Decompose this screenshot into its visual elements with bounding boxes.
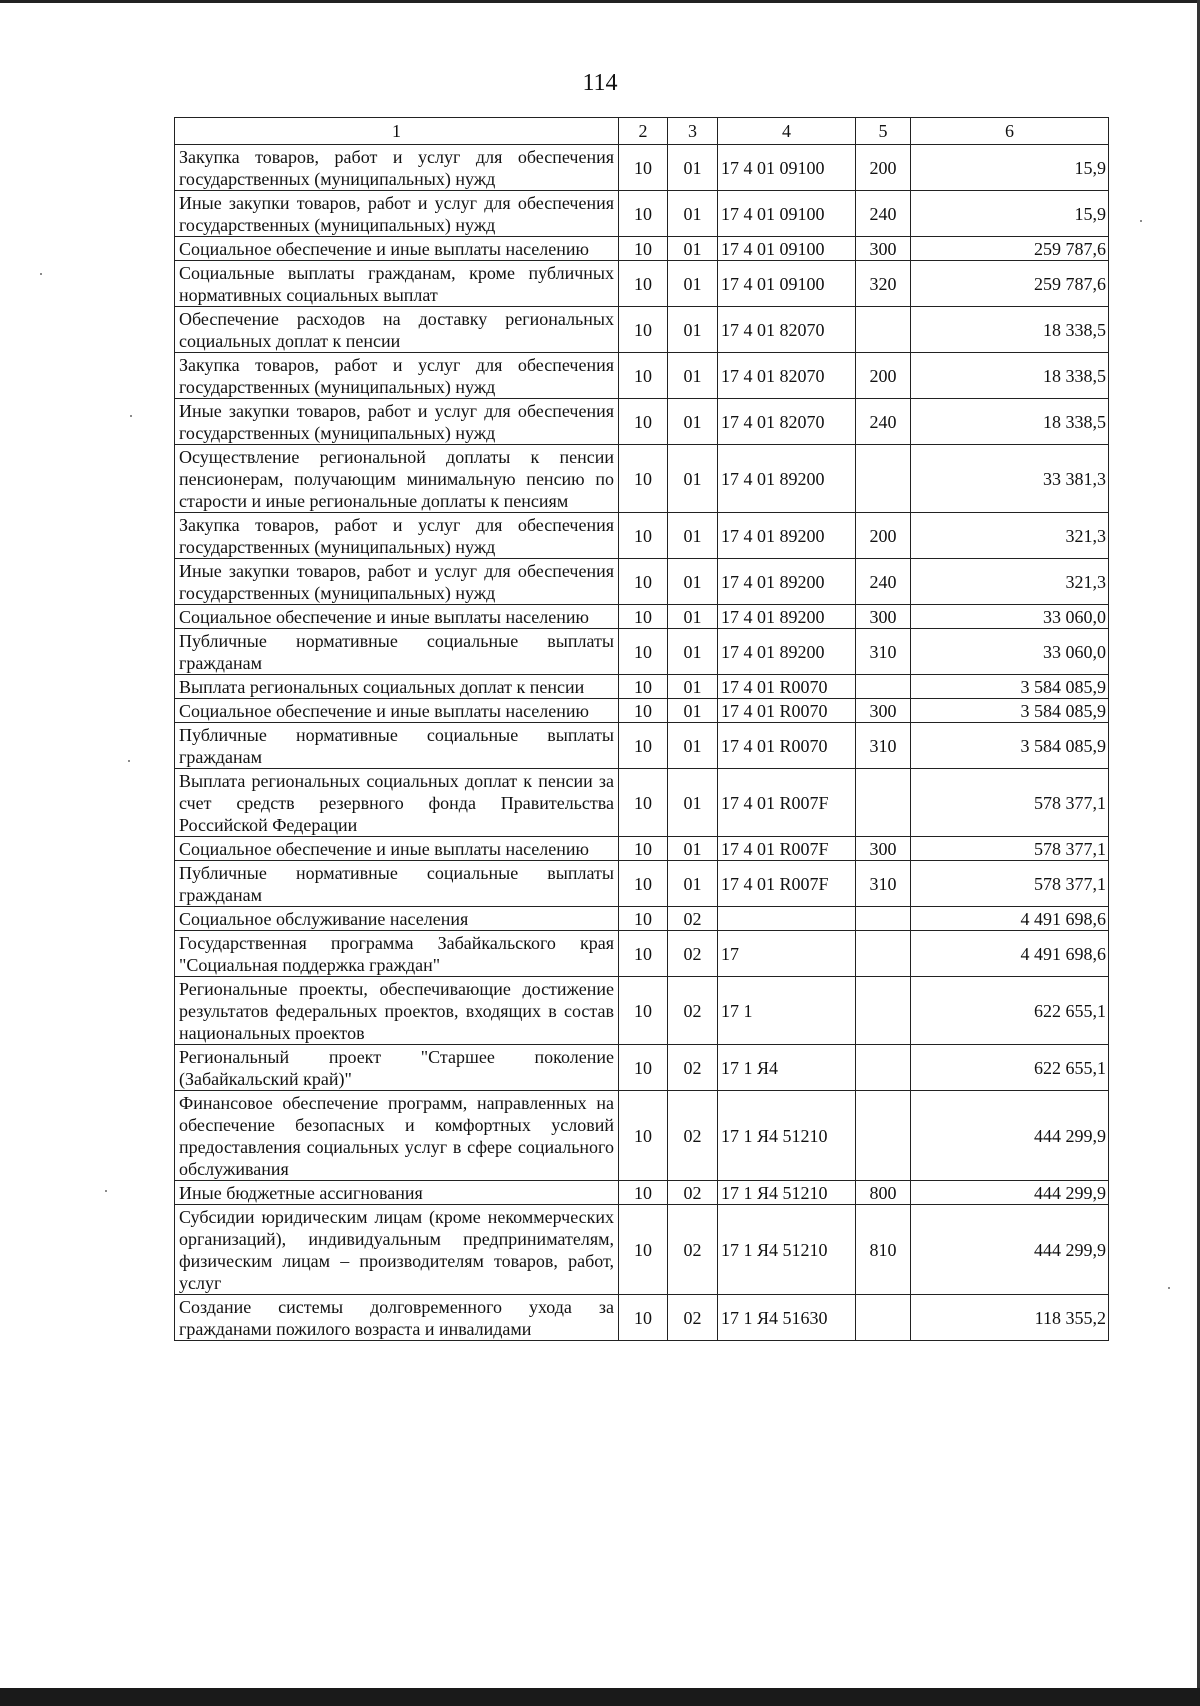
target-item-code-cell: 17 4 01 89200	[718, 513, 856, 559]
section-code-cell: 10	[619, 699, 668, 723]
subsection-code-cell: 02	[668, 907, 718, 931]
target-item-code-cell: 17 4 01 R007F	[718, 861, 856, 907]
section-code-cell: 10	[619, 399, 668, 445]
section-code-cell: 10	[619, 861, 668, 907]
subsection-code-cell: 01	[668, 399, 718, 445]
expense-type-code-cell: 300	[856, 605, 911, 629]
section-code-cell: 10	[619, 1181, 668, 1205]
expense-type-code-cell	[856, 1091, 911, 1181]
expense-name-cell: Публичные нормативные социальные выплаты гражданам	[175, 861, 619, 907]
expense-type-code-cell: 310	[856, 629, 911, 675]
table-row	[175, 261, 1109, 307]
target-item-code-cell: 17 1 Я4 51630	[718, 1295, 856, 1341]
expense-type-code-cell	[856, 1295, 911, 1341]
subsection-code-cell: 02	[668, 1045, 718, 1091]
section-code-cell: 10	[619, 605, 668, 629]
amount-cell: 578 377,1	[911, 837, 1109, 861]
table-row	[175, 399, 1109, 445]
target-item-code-cell	[718, 907, 856, 931]
target-item-code-cell: 17 4 01 82070	[718, 353, 856, 399]
expense-type-code-cell: 310	[856, 723, 911, 769]
table-row	[175, 605, 1109, 629]
scan-speck	[128, 760, 130, 762]
scan-speck	[1168, 1287, 1170, 1289]
scan-border-bottom	[0, 1688, 1200, 1706]
target-item-code-cell: 17 4 01 89200	[718, 629, 856, 675]
amount-cell: 4 491 698,6	[911, 907, 1109, 931]
section-code-cell: 10	[619, 559, 668, 605]
expense-name-cell: Региональный проект "Старшее поколение (Забайкальский край)"	[175, 1045, 619, 1091]
table-row	[175, 1045, 1109, 1091]
table-row	[175, 145, 1109, 191]
subsection-code-cell: 01	[668, 513, 718, 559]
expense-type-code-cell: 810	[856, 1205, 911, 1295]
table-row	[175, 307, 1109, 353]
section-code-cell: 10	[619, 675, 668, 699]
table-row	[175, 931, 1109, 977]
section-code-cell: 10	[619, 977, 668, 1045]
expense-type-code-cell	[856, 445, 911, 513]
subsection-code-cell: 01	[668, 307, 718, 353]
section-code-cell: 10	[619, 353, 668, 399]
amount-cell: 444 299,9	[911, 1181, 1109, 1205]
expense-type-code-cell: 300	[856, 699, 911, 723]
expense-name-cell: Обеспечение расходов на доставку региональных социальных доплат к пенсии	[175, 307, 619, 353]
table-row	[175, 191, 1109, 237]
amount-cell: 33 060,0	[911, 629, 1109, 675]
expense-type-code-cell: 200	[856, 145, 911, 191]
expense-name-cell: Социальные выплаты гражданам, кроме публичных нормативных социальных выплат	[175, 261, 619, 307]
expense-type-code-cell	[856, 1045, 911, 1091]
subsection-code-cell: 02	[668, 1205, 718, 1295]
expense-name-cell: Иные бюджетные ассигнования	[175, 1181, 619, 1205]
amount-cell: 18 338,5	[911, 399, 1109, 445]
column-number: 4	[718, 118, 856, 145]
expense-name-cell: Субсидии юридическим лицам (кроме некоммерческих организаций), индивидуальным предпринимателям, физическим лицам – производителям товаров, работ, услуг	[175, 1205, 619, 1295]
table-row	[175, 675, 1109, 699]
expense-type-code-cell: 300	[856, 237, 911, 261]
target-item-code-cell: 17 4 01 R0070	[718, 675, 856, 699]
subsection-code-cell: 01	[668, 559, 718, 605]
section-code-cell: 10	[619, 837, 668, 861]
subsection-code-cell: 02	[668, 1295, 718, 1341]
expense-name-cell: Создание системы долговременного ухода за гражданами пожилого возраста и инвалидами	[175, 1295, 619, 1341]
section-code-cell: 10	[619, 769, 668, 837]
column-number: 3	[668, 118, 718, 145]
budget-table-body	[175, 118, 1109, 1341]
expense-name-cell: Финансовое обеспечение программ, направленных на обеспечение безопасных и комфортных условий предоставления социальных услуг в сфере социального обслуживания	[175, 1091, 619, 1181]
scan-border-top	[0, 0, 1200, 3]
amount-cell: 321,3	[911, 559, 1109, 605]
target-item-code-cell: 17 1 Я4 51210	[718, 1091, 856, 1181]
expense-name-cell: Публичные нормативные социальные выплаты гражданам	[175, 629, 619, 675]
table-row	[175, 977, 1109, 1045]
target-item-code-cell: 17 4 01 09100	[718, 145, 856, 191]
amount-cell: 33 381,3	[911, 445, 1109, 513]
expense-type-code-cell	[856, 907, 911, 931]
column-number-row	[175, 118, 1109, 145]
section-code-cell: 10	[619, 307, 668, 353]
scan-speck	[105, 1190, 107, 1192]
expense-name-cell: Осуществление региональной доплаты к пенсии пенсионерам, получающим минимальную пенсию по старости и иные региональные доплаты к пенсиям	[175, 445, 619, 513]
expense-name-cell: Иные закупки товаров, работ и услуг для обеспечения государственных (муниципальных) нужд	[175, 399, 619, 445]
target-item-code-cell: 17 4 01 09100	[718, 191, 856, 237]
target-item-code-cell: 17 4 01 R007F	[718, 837, 856, 861]
subsection-code-cell: 01	[668, 237, 718, 261]
amount-cell: 118 355,2	[911, 1295, 1109, 1341]
table-row	[175, 861, 1109, 907]
table-row	[175, 1295, 1109, 1341]
expense-name-cell: Иные закупки товаров, работ и услуг для обеспечения государственных (муниципальных) нужд	[175, 559, 619, 605]
subsection-code-cell: 02	[668, 1091, 718, 1181]
expense-name-cell: Иные закупки товаров, работ и услуг для обеспечения государственных (муниципальных) нужд	[175, 191, 619, 237]
subsection-code-cell: 01	[668, 445, 718, 513]
subsection-code-cell: 01	[668, 145, 718, 191]
target-item-code-cell: 17 4 01 R0070	[718, 699, 856, 723]
table-row	[175, 445, 1109, 513]
target-item-code-cell: 17 1 Я4	[718, 1045, 856, 1091]
target-item-code-cell: 17 1	[718, 977, 856, 1045]
target-item-code-cell: 17 4 01 89200	[718, 445, 856, 513]
subsection-code-cell: 01	[668, 353, 718, 399]
section-code-cell: 10	[619, 629, 668, 675]
target-item-code-cell: 17 4 01 89200	[718, 559, 856, 605]
section-code-cell: 10	[619, 723, 668, 769]
target-item-code-cell: 17 4 01 09100	[718, 237, 856, 261]
budget-table	[174, 117, 1109, 1341]
target-item-code-cell: 17 4 01 89200	[718, 605, 856, 629]
amount-cell: 444 299,9	[911, 1091, 1109, 1181]
target-item-code-cell: 17 4 01 09100	[718, 261, 856, 307]
expense-type-code-cell: 320	[856, 261, 911, 307]
section-code-cell: 10	[619, 1295, 668, 1341]
expense-type-code-cell: 200	[856, 513, 911, 559]
subsection-code-cell: 01	[668, 837, 718, 861]
expense-type-code-cell: 200	[856, 353, 911, 399]
section-code-cell: 10	[619, 261, 668, 307]
section-code-cell: 10	[619, 145, 668, 191]
table-row	[175, 353, 1109, 399]
page-number: 114	[582, 70, 618, 96]
section-code-cell: 10	[619, 1045, 668, 1091]
expense-name-cell: Закупка товаров, работ и услуг для обеспечения государственных (муниципальных) нужд	[175, 353, 619, 399]
expense-name-cell: Закупка товаров, работ и услуг для обеспечения государственных (муниципальных) нужд	[175, 513, 619, 559]
expense-type-code-cell: 240	[856, 559, 911, 605]
table-row	[175, 723, 1109, 769]
target-item-code-cell: 17 4 01 82070	[718, 399, 856, 445]
expense-type-code-cell	[856, 977, 911, 1045]
amount-cell: 259 787,6	[911, 237, 1109, 261]
section-code-cell: 10	[619, 907, 668, 931]
subsection-code-cell: 02	[668, 1181, 718, 1205]
table-row	[175, 559, 1109, 605]
section-code-cell: 10	[619, 513, 668, 559]
subsection-code-cell: 01	[668, 723, 718, 769]
table-row	[175, 769, 1109, 837]
amount-cell: 578 377,1	[911, 769, 1109, 837]
expense-name-cell: Социальное обеспечение и иные выплаты населению	[175, 699, 619, 723]
table-row	[175, 907, 1109, 931]
expense-type-code-cell: 240	[856, 191, 911, 237]
expense-name-cell: Региональные проекты, обеспечивающие достижение результатов федеральных проектов, входящих в состав национальных проектов	[175, 977, 619, 1045]
amount-cell: 444 299,9	[911, 1205, 1109, 1295]
amount-cell: 321,3	[911, 513, 1109, 559]
subsection-code-cell: 02	[668, 931, 718, 977]
column-number: 1	[175, 118, 619, 145]
scan-speck	[1140, 220, 1142, 222]
subsection-code-cell: 01	[668, 261, 718, 307]
table-row	[175, 1205, 1109, 1295]
target-item-code-cell: 17 4 01 R0070	[718, 723, 856, 769]
table-row	[175, 1091, 1109, 1181]
column-number: 2	[619, 118, 668, 145]
table-row	[175, 629, 1109, 675]
expense-type-code-cell: 240	[856, 399, 911, 445]
column-number: 6	[911, 118, 1109, 145]
scan-speck	[130, 415, 132, 417]
expense-type-code-cell: 310	[856, 861, 911, 907]
expense-name-cell: Социальное обеспечение и иные выплаты населению	[175, 237, 619, 261]
section-code-cell: 10	[619, 445, 668, 513]
section-code-cell: 10	[619, 1091, 668, 1181]
expense-name-cell: Социальное обеспечение и иные выплаты населению	[175, 605, 619, 629]
amount-cell: 622 655,1	[911, 977, 1109, 1045]
table-row	[175, 237, 1109, 261]
table-row	[175, 1181, 1109, 1205]
table-row	[175, 513, 1109, 559]
target-item-code-cell: 17 4 01 R007F	[718, 769, 856, 837]
expense-name-cell: Публичные нормативные социальные выплаты гражданам	[175, 723, 619, 769]
amount-cell: 18 338,5	[911, 353, 1109, 399]
subsection-code-cell: 01	[668, 769, 718, 837]
subsection-code-cell: 01	[668, 699, 718, 723]
expense-name-cell: Выплата региональных социальных доплат к пенсии за счет средств резервного фонда Правительства Российской Федерации	[175, 769, 619, 837]
expense-type-code-cell: 800	[856, 1181, 911, 1205]
amount-cell: 3 584 085,9	[911, 675, 1109, 699]
section-code-cell: 10	[619, 237, 668, 261]
expense-type-code-cell	[856, 931, 911, 977]
amount-cell: 3 584 085,9	[911, 699, 1109, 723]
expense-name-cell: Закупка товаров, работ и услуг для обеспечения государственных (муниципальных) нужд	[175, 145, 619, 191]
expense-name-cell: Социальное обеспечение и иные выплаты населению	[175, 837, 619, 861]
expense-type-code-cell	[856, 769, 911, 837]
expense-type-code-cell	[856, 307, 911, 353]
amount-cell: 15,9	[911, 145, 1109, 191]
target-item-code-cell: 17 1 Я4 51210	[718, 1181, 856, 1205]
expense-type-code-cell: 300	[856, 837, 911, 861]
amount-cell: 15,9	[911, 191, 1109, 237]
amount-cell: 578 377,1	[911, 861, 1109, 907]
expense-type-code-cell	[856, 675, 911, 699]
column-number: 5	[856, 118, 911, 145]
amount-cell: 18 338,5	[911, 307, 1109, 353]
table-row	[175, 837, 1109, 861]
scan-speck	[40, 273, 42, 275]
subsection-code-cell: 01	[668, 191, 718, 237]
section-code-cell: 10	[619, 931, 668, 977]
subsection-code-cell: 01	[668, 605, 718, 629]
amount-cell: 3 584 085,9	[911, 723, 1109, 769]
subsection-code-cell: 02	[668, 977, 718, 1045]
subsection-code-cell: 01	[668, 629, 718, 675]
target-item-code-cell: 17	[718, 931, 856, 977]
amount-cell: 259 787,6	[911, 261, 1109, 307]
expense-name-cell: Выплата региональных социальных доплат к пенсии	[175, 675, 619, 699]
section-code-cell: 10	[619, 191, 668, 237]
expense-name-cell: Государственная программа Забайкальского края "Социальная поддержка граждан"	[175, 931, 619, 977]
amount-cell: 622 655,1	[911, 1045, 1109, 1091]
amount-cell: 33 060,0	[911, 605, 1109, 629]
section-code-cell: 10	[619, 1205, 668, 1295]
table-row	[175, 699, 1109, 723]
expense-name-cell: Социальное обслуживание населения	[175, 907, 619, 931]
subsection-code-cell: 01	[668, 861, 718, 907]
target-item-code-cell: 17 1 Я4 51210	[718, 1205, 856, 1295]
subsection-code-cell: 01	[668, 675, 718, 699]
target-item-code-cell: 17 4 01 82070	[718, 307, 856, 353]
amount-cell: 4 491 698,6	[911, 931, 1109, 977]
